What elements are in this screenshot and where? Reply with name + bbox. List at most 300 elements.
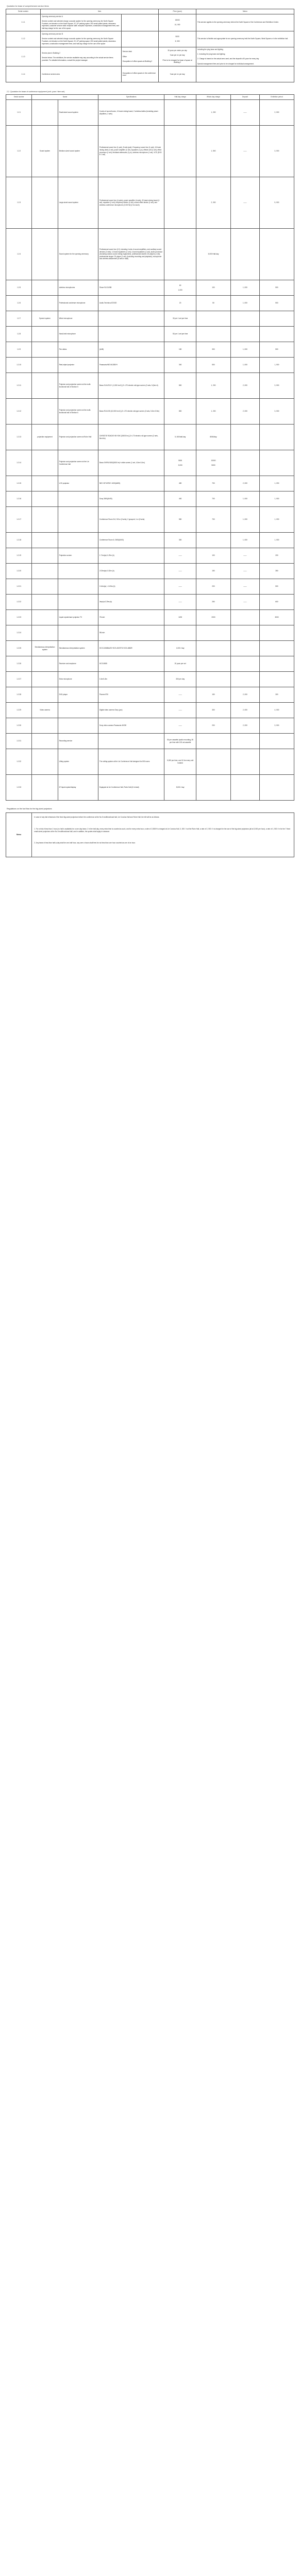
row-serial: 1.2.28: [6, 687, 32, 703]
table-row: [6, 177, 294, 229]
row-name: Real-object projector: [58, 358, 98, 373]
table-row: [6, 672, 294, 687]
row-whole-day: [196, 672, 230, 687]
row-half-day: 5,000 per time, and 10 for every unit hoisted: [164, 749, 196, 775]
row-group: [32, 296, 58, 311]
row-name: Liquid crystal laser projector TV: [58, 610, 98, 625]
section2-caption: 2.2. Quotation for lease of conference equipment (unit: yuan / item set): [7, 91, 65, 93]
row-half-day: 300: [164, 358, 196, 373]
row-half-day: [164, 126, 196, 177]
table-header-row: [6, 9, 294, 14]
row-group: [32, 342, 58, 358]
row-deposit: [230, 327, 259, 342]
row-half-day: 50 per 1 set per time: [164, 327, 196, 342]
row-spec: Barco SLM-R12+ (1,000 lm×2) (2× LT0 electric roll-type screen (2 sets, 5 (6m×4): [98, 373, 164, 399]
row-whole-day: [196, 656, 230, 672]
row-serial: 1.2.26: [6, 656, 32, 672]
header-memo: Memo: [196, 9, 294, 14]
row-spec: 1.6m/1.8m: [98, 672, 164, 687]
row-exhibition: [259, 734, 294, 749]
header-exhibition: Exhibition period: [259, 95, 294, 100]
row-name: [58, 492, 98, 507]
row-spec: Professional sound box (1 pair), 8 sets (pair), Frequency sound box (1 pair), 16 track mixing desk (1 set), power amplifier (1 set), equalizer (1 pc), effects unit (1 set), effect processor (1 set), feedback attenuator (1 pc), wireless microphone (1 set), VCD (DVD in 1 set): [98, 126, 164, 177]
row-deposit: ——: [230, 126, 259, 177]
row-half-day: 60 1,000: [164, 280, 196, 296]
row-serial: 1.2.13: [6, 425, 32, 450]
row-exhibition: [259, 450, 294, 476]
row-group: [32, 579, 58, 595]
header-spec: Specifications: [98, 95, 164, 100]
row-name: [58, 564, 98, 579]
row-exhibition: 500: [259, 579, 294, 595]
row-group: [32, 100, 58, 126]
row-spec: Barco SHRN 5000(5000 lm)+ white screen (1 set, 4.5m×3.4m): [98, 450, 164, 476]
row-deposit: 2, 000: [230, 399, 259, 425]
row-half-day: 1200: [164, 610, 196, 625]
row-whole-day: 1, 200: [196, 399, 230, 425]
row-group: projection equipment: [32, 425, 58, 450]
row-group: [32, 564, 58, 579]
row-whole-day: 500: [196, 358, 230, 373]
row-serial: 1.2.16: [6, 492, 32, 507]
table-row: [6, 31, 294, 47]
row-item: Opening ceremony service B Service content and selected charge: acoustic system for the opening ceremony, the North Square Fountain, net elevator on the North Square; 2C-1/F parking space; 200 small potted plants; cleanness expenses; construction management fees; and half-day charge for the use of the space: [41, 31, 122, 47]
row-group: [32, 373, 58, 399]
row-deposit: [230, 734, 259, 749]
row-spec: Panasonic/NE-W130E/H: [98, 358, 164, 373]
row-spec: Digital video camera Sony (pro): [98, 703, 164, 718]
memo-label: Memo: [6, 813, 32, 857]
row-serial: 1.2.32: [6, 749, 32, 775]
row-group: [32, 687, 58, 703]
row-whole-day: [196, 734, 230, 749]
row-half-day: ——: [164, 718, 196, 734]
row-exhibition: 500: [259, 280, 294, 296]
row-subitem: [121, 31, 159, 47]
row-name: [58, 595, 98, 610]
row-group: [32, 610, 58, 625]
row-half-day: ——: [164, 703, 196, 718]
row-name: Professional condenser microphone: [58, 296, 98, 311]
row-name: Projector and projection screen at the multi-functional hall of Section 5: [58, 373, 98, 399]
row-group: [32, 492, 58, 507]
row-serial: 1.2.4: [6, 229, 32, 280]
row-serial: 1.2.25: [6, 641, 32, 656]
row-spec: [98, 311, 164, 327]
table-row: [6, 703, 294, 718]
row-deposit: [230, 672, 259, 687]
row-name: Receiver and earphone: [58, 656, 98, 672]
row-whole-day: 10000 5000: [196, 450, 230, 476]
row-spec: Professional sound box (12), including 4 sets of sound amplifiers, and auxiliary sound devices (2 sets), 14 band equalizers (1 set), 4-band equalizers (1 set), audio processor (including various sound mixing equipment), professional double-CD players (1 set), professional singer CD player (1 set), (including recording and playback), microphone and wireless attachment (6 sets in total): [98, 229, 164, 280]
row-serial: 1.2.2: [6, 126, 32, 177]
table-row: [6, 47, 294, 66]
row-whole-day: 700: [196, 476, 230, 492]
table-row: [6, 641, 294, 656]
row-serial: 1.2.24: [6, 625, 32, 641]
regulations-title: Regulations on the fuel flow for the big-sized projectors: [7, 808, 52, 810]
row-deposit: [230, 450, 259, 476]
row-serial: 1.2.27: [6, 672, 32, 687]
row-serial: 1.2.19: [6, 548, 32, 564]
row-name: Sound system for the opening ceremony: [58, 229, 98, 280]
row-half-day: 450: [164, 476, 196, 492]
row-half-day: 50 per cassette (audio recording, 50 per time with 100 ad cassette: [164, 734, 196, 749]
row-deposit: [230, 749, 259, 775]
table-row: [6, 126, 294, 177]
row-memo: This service applies to the opening ceremony held at the North Square of the Conference and Exhibition Center.: [196, 14, 294, 31]
row-serial: 1.2.29: [6, 703, 32, 718]
table-row: [6, 373, 294, 399]
row-price: 5000 5, 000: [159, 31, 196, 47]
row-exhibition: 3, 000: [259, 126, 294, 177]
row-spec: Professional sound box (4 pairs), power amplifier (4 sets), 32-track mixing board (1 set), equalizer (1 set), frequency divider (1 set), sound effect device (1 set), and wireless conference microphone (2,000 W) (2 for each): [98, 177, 164, 229]
row-serial: 1.2.23: [6, 610, 32, 625]
row-group: [32, 327, 58, 342]
row-group: [32, 672, 58, 687]
table-row: [6, 687, 294, 703]
table-row: [6, 229, 294, 280]
row-half-day: 150: [164, 342, 196, 358]
row-price: 30 yuan per meter per day Yuan per m² per day Price to be charged for lease of space at Building 2: [159, 47, 196, 66]
row-serial: 1.1.2: [6, 31, 41, 47]
row-subitem: [121, 14, 159, 31]
table-row: [6, 450, 294, 476]
row-name: Pen slides: [58, 342, 98, 358]
table-header-row: [6, 95, 294, 100]
row-spec: 1.71m(w)×1.29m (h): [98, 548, 164, 564]
row-deposit: [230, 610, 259, 625]
row-half-day: 800: [164, 399, 196, 425]
row-whole-day: 150: [196, 564, 230, 579]
row-deposit: ——: [230, 564, 259, 579]
memo-paragraph: In case of any trial rehearsal of the fixed big-sized projectors before the conference at the No.5 multifunctional hall, Lie Conclus Hall and Ruhn Hall, the bill will be as follows:: [34, 816, 160, 819]
row-serial: 1.2.5: [6, 280, 32, 296]
row-group: [32, 718, 58, 734]
row-exhibition: [259, 311, 294, 327]
row-name: Small-sized sound system: [58, 100, 98, 126]
row-name: Projection screen: [58, 548, 98, 564]
row-whole-day: 250: [196, 595, 230, 610]
row-group: [32, 775, 58, 801]
row-spec: [98, 327, 164, 342]
row-whole-day: 300: [196, 342, 230, 358]
row-serial: 1.2.33: [6, 775, 32, 801]
row-serial: 1.1.1: [6, 14, 41, 31]
row-name: Lifting system: [58, 749, 98, 775]
memo-paragraph: 2. Any lease of less than half-a-day shall be one-half hour, any over a hours shall fees for not less than one hour counted as one of an hour.: [34, 842, 136, 844]
row-spec: Audio-Technica AT2020: [98, 296, 164, 311]
row-half-day: 5,000 / day: [164, 775, 196, 801]
equipment-table: [6, 94, 294, 801]
table-row: [6, 14, 294, 31]
row-exhibition: 1, 000: [259, 358, 294, 373]
row-deposit: 1, 000: [230, 280, 259, 296]
row-name: DVD player: [58, 687, 98, 703]
row-deposit: [230, 641, 259, 656]
table-row: [6, 100, 294, 126]
table-row: [6, 342, 294, 358]
table-row: [6, 625, 294, 641]
row-whole-day: [196, 775, 230, 801]
table-row: [6, 610, 294, 625]
row-exhibition: [259, 641, 294, 656]
row-group: [32, 533, 58, 548]
row-name: Projector and projection screen at the Lie Conference hall: [58, 450, 98, 476]
row-whole-day: 150: [196, 687, 230, 703]
row-spec: Conference Room 5.6; 3/3-m (3 sets); 2 grouped; 1-m (5 sets): [98, 507, 164, 533]
row-name: Wired microphone: [58, 311, 98, 327]
row-deposit: 2, 000: [230, 687, 259, 703]
row-exhibition: 3000: [259, 610, 294, 625]
row-half-day: [164, 100, 196, 126]
row-whole-day: [196, 641, 230, 656]
row-spec: Equipped at Lie Conference Hall, Ruhn Hall (6 in total): [98, 775, 164, 801]
row-deposit: [230, 311, 259, 327]
row-deposit: 1, 000: [230, 342, 259, 358]
row-whole-day: 1, 200: [196, 373, 230, 399]
row-exhibition: 4, 000: [259, 703, 294, 718]
row-exhibition: 350: [259, 564, 294, 579]
table-row: [6, 280, 294, 296]
header-serial: Serial number: [6, 9, 41, 14]
row-deposit: ——: [230, 177, 259, 229]
row-spec: 3m(w)×2.25m (h): [98, 595, 164, 610]
row-exhibition: 1, 000: [259, 533, 294, 548]
row-half-day: [164, 229, 196, 280]
row-exhibition: 1, 200: [259, 476, 294, 492]
row-deposit: ——: [230, 579, 259, 595]
row-deposit: ——: [230, 548, 259, 564]
row-exhibition: [259, 775, 294, 801]
row-name: Hand-held microphone: [58, 327, 98, 342]
row-spec: Sony video camera Panasonic MX90: [98, 718, 164, 734]
row-whole-day: 100: [196, 548, 230, 564]
row-group: Speech system: [32, 311, 58, 327]
row-spec: 2.44m(w) × 1.83m (h): [98, 579, 164, 595]
table-row: [6, 533, 294, 548]
row-group: [32, 450, 58, 476]
row-memo: [196, 66, 294, 82]
row-serial: 1.2.10: [6, 358, 32, 373]
row-exhibition: 600: [259, 595, 294, 610]
row-exhibition: [259, 672, 294, 687]
row-spec: NEC NP-M750+ 4000(ANSI): [98, 476, 164, 492]
row-group: [32, 280, 58, 296]
row-group: [32, 656, 58, 672]
row-exhibition: 3, 000: [259, 373, 294, 399]
row-name: Extra microphone: [58, 672, 98, 687]
row-whole-day: 200: [196, 718, 230, 734]
row-half-day: 1,000 / day: [164, 641, 196, 656]
row-half-day: ——: [164, 595, 196, 610]
row-name: Projector and projection screen at Ruhn Hall: [58, 425, 98, 450]
header-half-day: Half-day charge: [164, 95, 196, 100]
row-group: [32, 625, 58, 641]
row-exhibition: 3, 000: [259, 399, 294, 425]
row-name: wireless microphones: [58, 280, 98, 296]
row-group: [32, 177, 58, 229]
row-spec: Pioneer/700: [98, 687, 164, 703]
row-group: [32, 749, 58, 775]
row-serial: 1.2.30: [6, 718, 32, 734]
row-deposit: [230, 229, 259, 280]
row-deposit: [230, 625, 259, 641]
row-exhibition: 3, 000: [259, 718, 294, 734]
row-half-day: ——: [164, 564, 196, 579]
memo-content: [32, 813, 294, 857]
row-exhibition: 300: [259, 687, 294, 703]
row-exhibition: [259, 327, 294, 342]
row-serial: 1.2.17: [6, 507, 32, 533]
table-row: [6, 425, 294, 450]
row-name: LCD projector: [58, 476, 98, 492]
row-memo: Including the plug base and lighting 1. Including the plug base and lighting. 2. Charge is based on the actual area used, and the deposit is 50 yuan for every day Special management fees and price to be charged for individual arrangement.: [196, 47, 294, 66]
table-row: [6, 296, 294, 311]
row-exhibition: 200: [259, 548, 294, 564]
row-deposit: [230, 425, 259, 450]
row-whole-day: 2, 000: [196, 177, 230, 229]
row-subitem: Service desk Office Occupation of office spaces at Building 2: [121, 47, 159, 66]
table-row: [6, 311, 294, 327]
row-name: [58, 718, 98, 734]
row-memo: This service is flexible and appropriate for an opening ceremony held the North Square, West Square or in the exhibition hall.: [196, 31, 294, 47]
row-price: Yuan per m² per day: [159, 66, 196, 82]
row-group: Sound system: [32, 126, 58, 177]
header-whole-day: Whole-day charge: [196, 95, 230, 100]
row-exhibition: [259, 625, 294, 641]
row-group: Simultaneous interpretation system: [32, 641, 58, 656]
row-whole-day: 700: [196, 492, 230, 507]
row-serial: 1.2.12: [6, 399, 32, 425]
row-exhibition: 5, 000: [259, 177, 294, 229]
row-group: Video camera: [32, 703, 58, 718]
row-spec: HCS-5085: [98, 656, 164, 672]
table-row: [6, 548, 294, 564]
row-half-day: 550: [164, 507, 196, 533]
row-half-day: ——: [164, 548, 196, 564]
row-serial: 1.2.6: [6, 296, 32, 311]
row-whole-day: 300: [196, 703, 230, 718]
row-spec: 2.03m(w)×1.52m (h): [98, 564, 164, 579]
row-whole-day: [196, 625, 230, 641]
table-row: [6, 327, 294, 342]
row-spec: Sony 3000(ANSI): [98, 492, 164, 507]
memo-paragraph: 1. For a trial of less than 1 hour (no hall is available) for a one-day lease, 2 in the trail day, every extra time is counted as such, and for every extra hour, a rate of 2,000/H is charged at Lie Conclus Hall, 3, 000 / h at the Ruhn Hall, a rate of 2, 000 / h is charged for the use of the big-sized projectors (all at 3,000 per hour), a rate of 1, 500 / hr for the 7 fixed small-sized projectors at the No.5 multifunctional hall, and in addition, the quotes shall apply in advance.: [34, 827, 291, 833]
row-half-day: 300: [164, 533, 196, 548]
row-deposit: 1, 000: [230, 533, 259, 548]
row-deposit: 2, 000: [230, 703, 259, 718]
row-half-day: [164, 177, 196, 229]
header-deposit: Deposit: [230, 95, 259, 100]
row-item: Conference service area: [41, 66, 122, 82]
row-deposit: ——: [230, 100, 259, 126]
row-group: [32, 476, 58, 492]
row-whole-day: 700: [196, 507, 230, 533]
regulations-table: [6, 812, 294, 857]
row-half-day: ——: [164, 687, 196, 703]
table-row: [6, 595, 294, 610]
table-row: [6, 66, 294, 82]
row-serial: 1.2.9: [6, 342, 32, 358]
row-name: Medium-sized sound system: [58, 126, 98, 177]
row-deposit: [230, 775, 259, 801]
row-whole-day: [196, 311, 230, 327]
row-half-day: 20 yuan per set: [164, 656, 196, 672]
row-group: [32, 548, 58, 564]
row-exhibition: 2, 000: [259, 100, 294, 126]
table-row: [6, 775, 294, 801]
table-row: [6, 656, 294, 672]
row-exhibition: [259, 229, 294, 280]
row-item: Service plan in Building 2 Service below: The exhibitors, the service available may vary according to the actual service items provided. For detailed information, consult the project manager.: [41, 47, 122, 66]
quotation-document: [6, 0, 294, 865]
row-name: Large-sized sound system: [58, 177, 98, 229]
row-spec: Barco RLM-S5 (10,000 lm×2) (2× LT0 electric roll-type screen (2 sets, 5.2m×3.9m): [98, 399, 164, 425]
row-spec: [98, 734, 164, 749]
row-whole-day: 100: [196, 280, 230, 296]
row-half-day: [164, 625, 196, 641]
row-name: [58, 579, 98, 595]
row-subitem: Occupation of office spaces in the conference room: [121, 66, 159, 82]
row-deposit: 1, 000: [230, 358, 259, 373]
row-whole-day: 50: [196, 296, 230, 311]
row-deposit: 1, 000: [230, 296, 259, 311]
row-spec: 2 pairs of sound boxes, 12-track mixing board, 2 wireless tables (including power amplifiers, 2 sets): [98, 100, 164, 126]
row-deposit: 2, 000: [230, 718, 259, 734]
row-whole-day: 1, 200: [196, 100, 230, 126]
row-name: [58, 507, 98, 533]
header-price: Price (yuan): [159, 9, 196, 14]
row-spec: Shure SLX24/58: [98, 280, 164, 296]
row-exhibition: 500: [259, 296, 294, 311]
row-name: Recording service: [58, 734, 98, 749]
row-exhibition: 500: [259, 342, 294, 358]
table-row: [6, 734, 294, 749]
row-group: [32, 229, 58, 280]
row-whole-day: 200: [196, 579, 230, 595]
row-name: Simultaneous interpretation system: [58, 641, 98, 656]
row-serial: 1.1.4: [6, 66, 41, 82]
table-row: [6, 718, 294, 734]
row-whole-day: 2000: [196, 610, 230, 625]
row-price: 15000 10, 000: [159, 14, 196, 31]
row-serial: 1.2.22: [6, 595, 32, 610]
row-half-day: 5000 3,000: [164, 450, 196, 476]
row-half-day: 5, 000/half-day: [164, 425, 196, 450]
header-name: Name: [32, 95, 98, 100]
row-whole-day: [196, 749, 230, 775]
row-name: [58, 533, 98, 548]
row-name: Projector and projection screen at the multi-functional hall of Section 6: [58, 399, 98, 425]
row-whole-day: 1, 500: [196, 126, 230, 177]
row-group: [32, 734, 58, 749]
row-deposit: 1, 000: [230, 492, 259, 507]
row-whole-day: [196, 533, 230, 548]
table-row: [6, 507, 294, 533]
row-group: [32, 358, 58, 373]
row-serial: 1.2.3: [6, 177, 32, 229]
row-serial: 1.2.7: [6, 311, 32, 327]
row-whole-day: 5,000 Half-day: [196, 229, 230, 280]
row-exhibition: 1, 000: [259, 492, 294, 507]
row-serial: 1.2.21: [6, 579, 32, 595]
row-serial: 1.2.31: [6, 734, 32, 749]
header-serial: Serial number: [6, 95, 32, 100]
row-deposit: [230, 656, 259, 672]
table-row: [6, 492, 294, 507]
row-half-day: 400: [164, 492, 196, 507]
